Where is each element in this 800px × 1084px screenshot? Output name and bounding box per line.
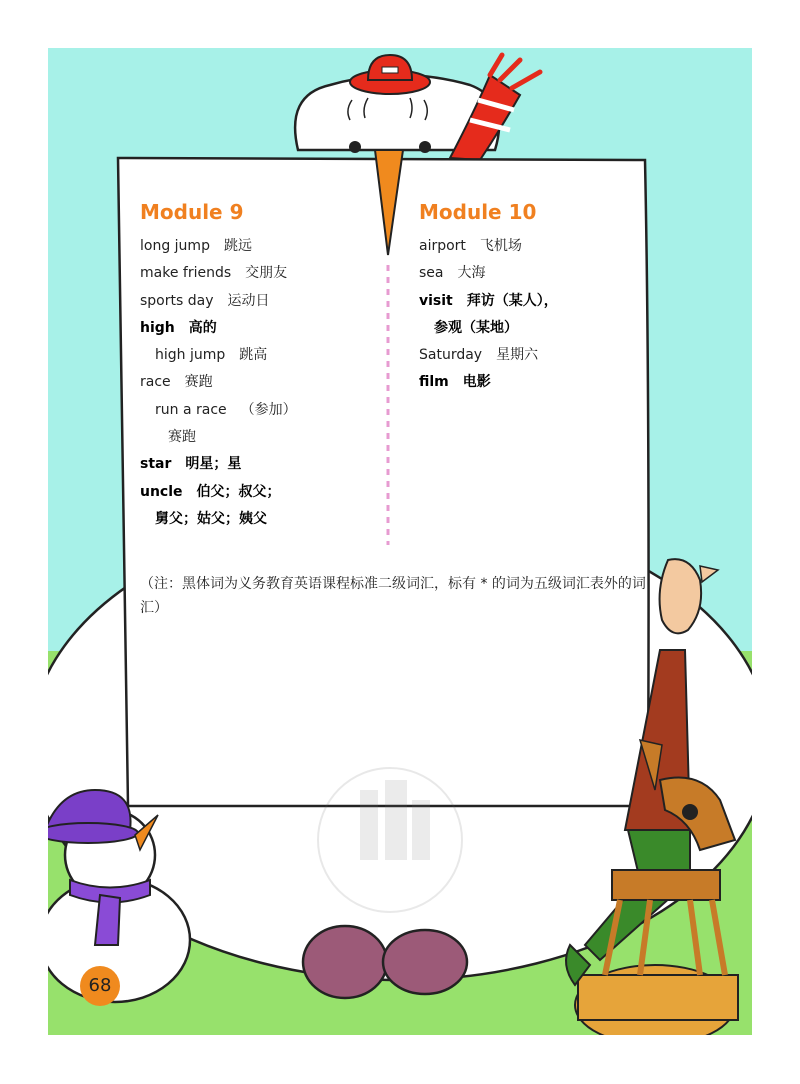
vocab-chinese: 飞机场 xyxy=(479,238,522,254)
module-9-vocab-list xyxy=(140,233,297,533)
vocab-english: race xyxy=(140,374,171,391)
vocab-english: Saturday xyxy=(419,347,483,364)
illustration-background xyxy=(48,48,752,1035)
vocab-entry-core xyxy=(419,288,558,315)
vocab-entry xyxy=(140,260,297,287)
vocab-entry-core xyxy=(140,451,297,478)
vocab-chinese: 高的 xyxy=(188,319,217,336)
vocab-english: high jump xyxy=(155,347,226,364)
vocab-chinese: （参加） xyxy=(240,401,297,418)
vocab-english: sports day xyxy=(140,292,214,309)
vocab-entry-continued xyxy=(140,506,297,533)
vocab-chinese: 运动日 xyxy=(227,292,270,309)
module-9-title: Module 9 xyxy=(140,200,244,224)
vocab-chinese: 跳远 xyxy=(223,238,252,254)
vocab-english: high xyxy=(140,319,175,336)
vocab-entry xyxy=(140,233,297,260)
vocab-chinese: 参观（某地） xyxy=(434,319,518,336)
vocabulary-note: （注：黑体词为义务教育英语课程标准二级词汇，标有 * 的词为五级词汇表外的词汇） xyxy=(140,576,646,616)
module-10-vocab-list xyxy=(419,233,558,397)
vocab-chinese: 星期六 xyxy=(496,347,539,364)
vocab-chinese: 大海 xyxy=(457,265,486,282)
vocab-entry xyxy=(140,369,297,396)
vocab-english: long jump xyxy=(140,238,210,254)
page-number-badge xyxy=(80,966,120,1006)
vocab-entry-core xyxy=(419,369,558,396)
vocab-chinese: 跳高 xyxy=(239,347,268,364)
vocab-entry xyxy=(140,342,297,369)
snowman-scene-art xyxy=(48,48,752,1035)
vocab-entry-core xyxy=(140,479,297,506)
right-foot xyxy=(383,930,467,994)
vocab-entry xyxy=(419,342,558,369)
vocab-chinese: 电影 xyxy=(462,374,491,391)
vocab-entry xyxy=(419,260,558,287)
vocab-chinese: 赛跑 xyxy=(168,429,196,446)
vocab-chinese: 伯父；叔父； xyxy=(196,483,281,500)
left-foot xyxy=(303,926,387,998)
vocab-chinese: 赛跑 xyxy=(184,374,213,391)
vocab-english: airport xyxy=(419,238,466,254)
vocab-english: make friends xyxy=(140,265,232,282)
page-number: 68 xyxy=(88,975,112,996)
module-10-title: Module 10 xyxy=(419,200,537,224)
vocab-english: star xyxy=(140,456,172,473)
vocab-chinese: 拜访（某人）， xyxy=(466,292,558,309)
vocab-entry-core xyxy=(140,315,297,342)
vocab-entry xyxy=(140,288,297,315)
vocab-chinese: 舅父；姑父；姨父 xyxy=(155,510,267,527)
vocab-chinese: 明星；星 xyxy=(185,456,242,473)
vocab-entry-continued xyxy=(140,424,297,451)
vocab-english: sea xyxy=(419,265,444,282)
vocab-english: film xyxy=(419,374,449,391)
vocab-chinese: 交朋友 xyxy=(245,265,288,282)
vocab-english: run a race xyxy=(155,401,227,418)
vocab-entry-continued xyxy=(419,315,558,342)
vocab-english: uncle xyxy=(140,483,183,500)
vocab-english: visit xyxy=(419,292,453,309)
vocab-entry xyxy=(140,397,297,424)
vocab-entry xyxy=(419,233,558,260)
